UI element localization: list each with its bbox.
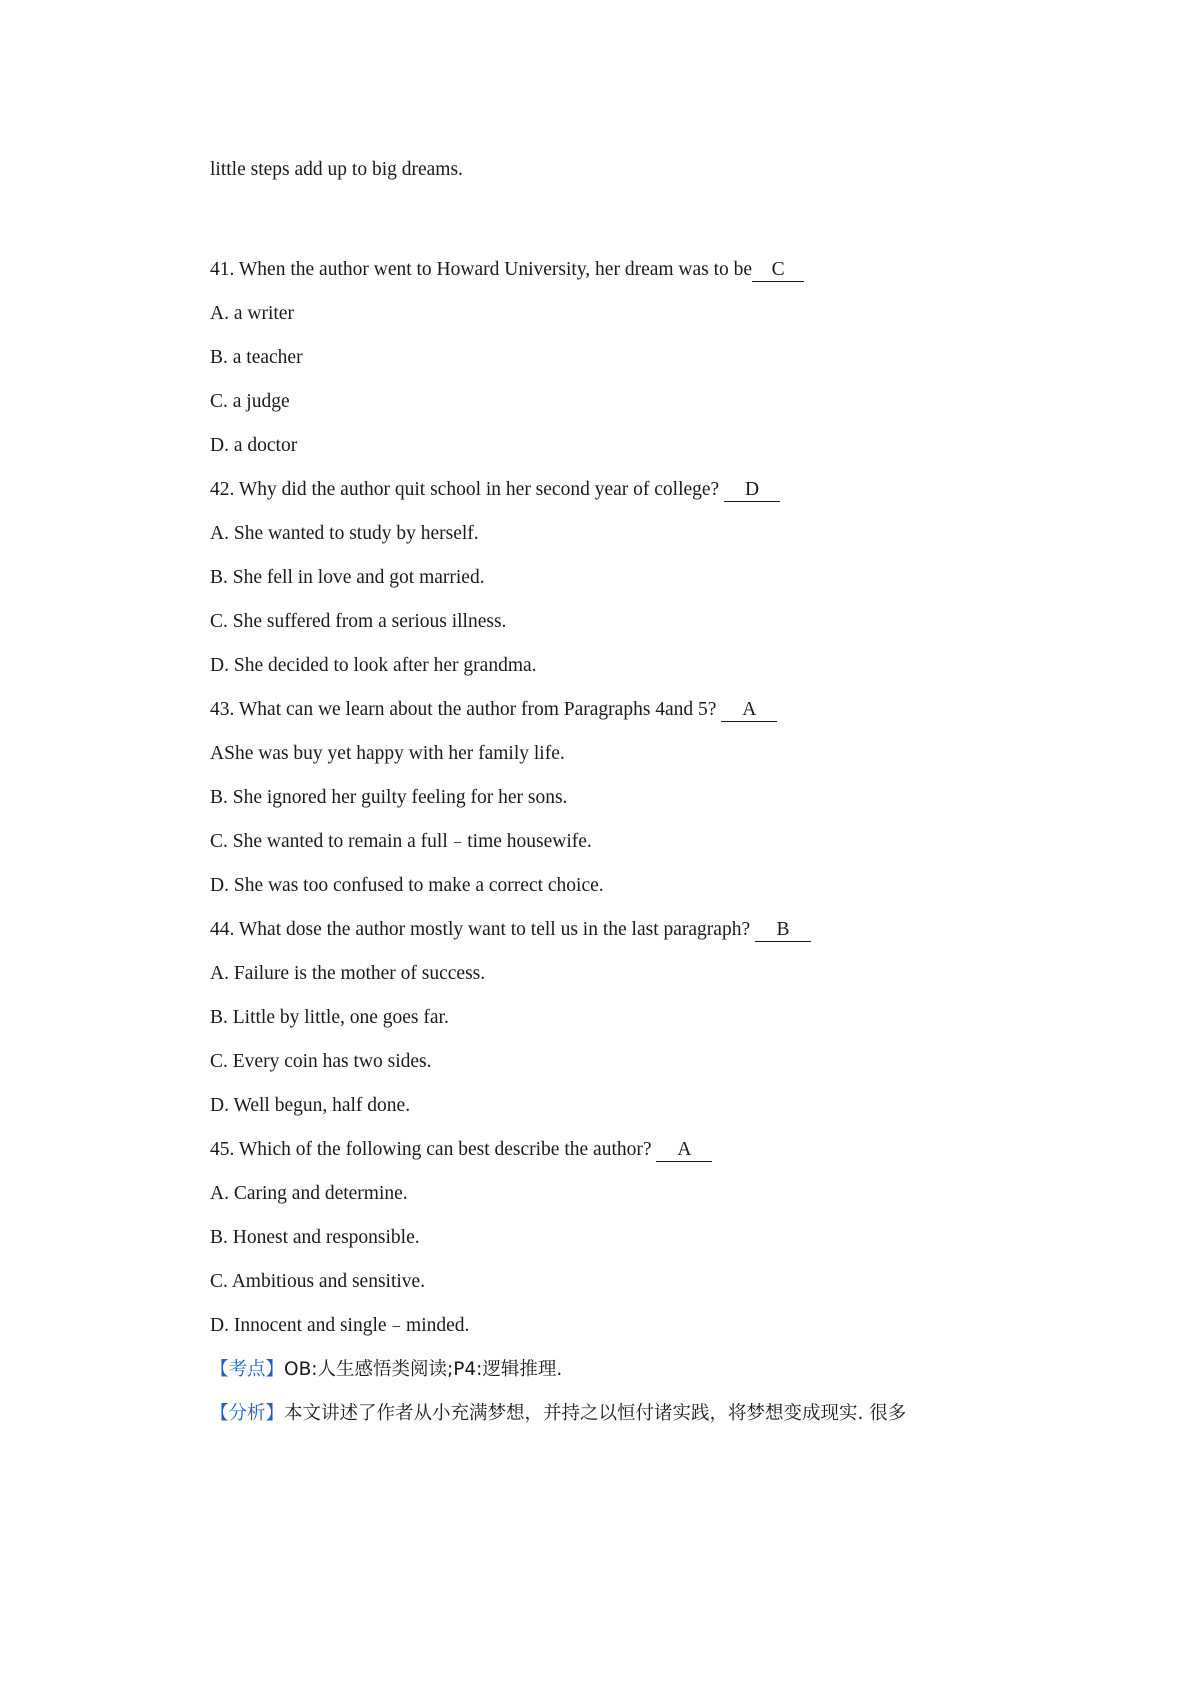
option <box>210 873 604 899</box>
option-text: Honest and responsible. <box>232 1227 420 1248</box>
question-43 <box>210 697 777 723</box>
option-label: B. <box>210 1007 228 1028</box>
option-text: Innocent and single﹣minded. <box>233 1315 470 1336</box>
option-text: a doctor <box>233 435 298 456</box>
option-label: D. <box>210 435 229 456</box>
option-text: Failure is the mother of success. <box>233 963 486 984</box>
option <box>210 389 290 415</box>
answer-blank: B <box>755 919 811 942</box>
option-label: B. <box>210 787 228 808</box>
option-text: She suffered from a serious illness. <box>232 611 507 632</box>
option-label: B. <box>210 347 228 368</box>
option <box>210 961 485 987</box>
option <box>210 345 303 371</box>
question-number: 44. <box>210 919 235 940</box>
question-stem: What dose the author mostly want to tell us in the last paragraph? <box>238 919 751 940</box>
option-text: a judge <box>232 391 290 412</box>
option <box>210 1005 449 1031</box>
answer-blank: D <box>724 479 780 502</box>
option-label: A <box>210 743 225 764</box>
question-number: 42. <box>210 479 235 500</box>
question-stem: Which of the following can best describe the author? <box>238 1139 652 1160</box>
answer-blank: A <box>656 1139 712 1162</box>
option-label: D. <box>210 655 229 676</box>
kaodian-tag: 【考点】 <box>210 1359 285 1380</box>
answer-blank: A <box>721 699 777 722</box>
option-label: A. <box>210 963 229 984</box>
question-stem: What can we learn about the author from Paragraphs 4and 5? <box>238 699 717 720</box>
option-label: A. <box>210 523 229 544</box>
option-text: She wanted to remain a full﹣time housewife. <box>232 831 592 852</box>
option-label: C. <box>210 831 228 852</box>
option <box>210 1225 420 1251</box>
question-number: 43. <box>210 699 235 720</box>
option <box>210 433 297 459</box>
option-text: She was too confused to make a correct choice. <box>233 875 604 896</box>
question-number: 45. <box>210 1139 235 1160</box>
question-number: 41. <box>210 259 235 280</box>
option-label: D. <box>210 875 229 896</box>
option <box>210 301 294 327</box>
option-label: C. <box>210 1051 228 1072</box>
option-label: B. <box>210 567 228 588</box>
option-label: C. <box>210 611 228 632</box>
option <box>210 653 537 679</box>
question-41 <box>210 257 804 283</box>
kaodian-note <box>210 1357 562 1383</box>
option <box>210 521 479 547</box>
option-text: Caring and determine. <box>233 1183 408 1204</box>
question-44 <box>210 917 811 943</box>
question-stem: Why did the author quit school in her second year of college? <box>238 479 720 500</box>
option-label: A. <box>210 303 229 324</box>
option <box>210 1269 425 1295</box>
option-text: She fell in love and got married. <box>232 567 485 588</box>
question-stem: When the author went to Howard University, her dream was to be <box>238 259 753 280</box>
option <box>210 1093 410 1119</box>
option-label: C. <box>210 1271 228 1292</box>
fenxi-tag: 【分析】 <box>210 1403 285 1424</box>
answer-blank: C <box>752 259 804 282</box>
option <box>210 1049 432 1075</box>
option-label: A. <box>210 1183 229 1204</box>
option-label: D. <box>210 1315 229 1336</box>
option <box>210 609 506 635</box>
option-text: Little by little, one goes far. <box>232 1007 449 1028</box>
option <box>210 829 592 855</box>
fenxi-note <box>210 1401 906 1427</box>
option <box>210 1181 408 1207</box>
option-text: She was buy yet happy with her family life. <box>224 743 565 764</box>
fenxi-text: 本文讲述了作者从小充满梦想，并持之以恒付诸实践，将梦想变成现实. 很多 <box>284 1403 907 1424</box>
option-text: Well begun, half done. <box>233 1095 411 1116</box>
intro-text: little steps add up to big dreams. <box>210 159 463 180</box>
option <box>210 565 485 591</box>
option-label: D. <box>210 1095 229 1116</box>
option-text: She ignored her guilty feeling for her sons. <box>232 787 568 808</box>
question-42 <box>210 477 780 503</box>
option <box>210 741 565 767</box>
option-label: C. <box>210 391 228 412</box>
option <box>210 1313 469 1339</box>
question-45 <box>210 1137 712 1163</box>
option <box>210 785 567 811</box>
option-text: a teacher <box>232 347 303 368</box>
option-text: She wanted to study by herself. <box>233 523 479 544</box>
option-text: Ambitious and sensitive. <box>231 1271 426 1292</box>
option-text: She decided to look after her grandma. <box>233 655 537 676</box>
option-text: Every coin has two sides. <box>232 1051 432 1072</box>
kaodian-text: OB:人生感悟类阅读;P4:逻辑推理. <box>284 1359 563 1380</box>
option-text: a writer <box>233 303 294 324</box>
option-label: B. <box>210 1227 228 1248</box>
